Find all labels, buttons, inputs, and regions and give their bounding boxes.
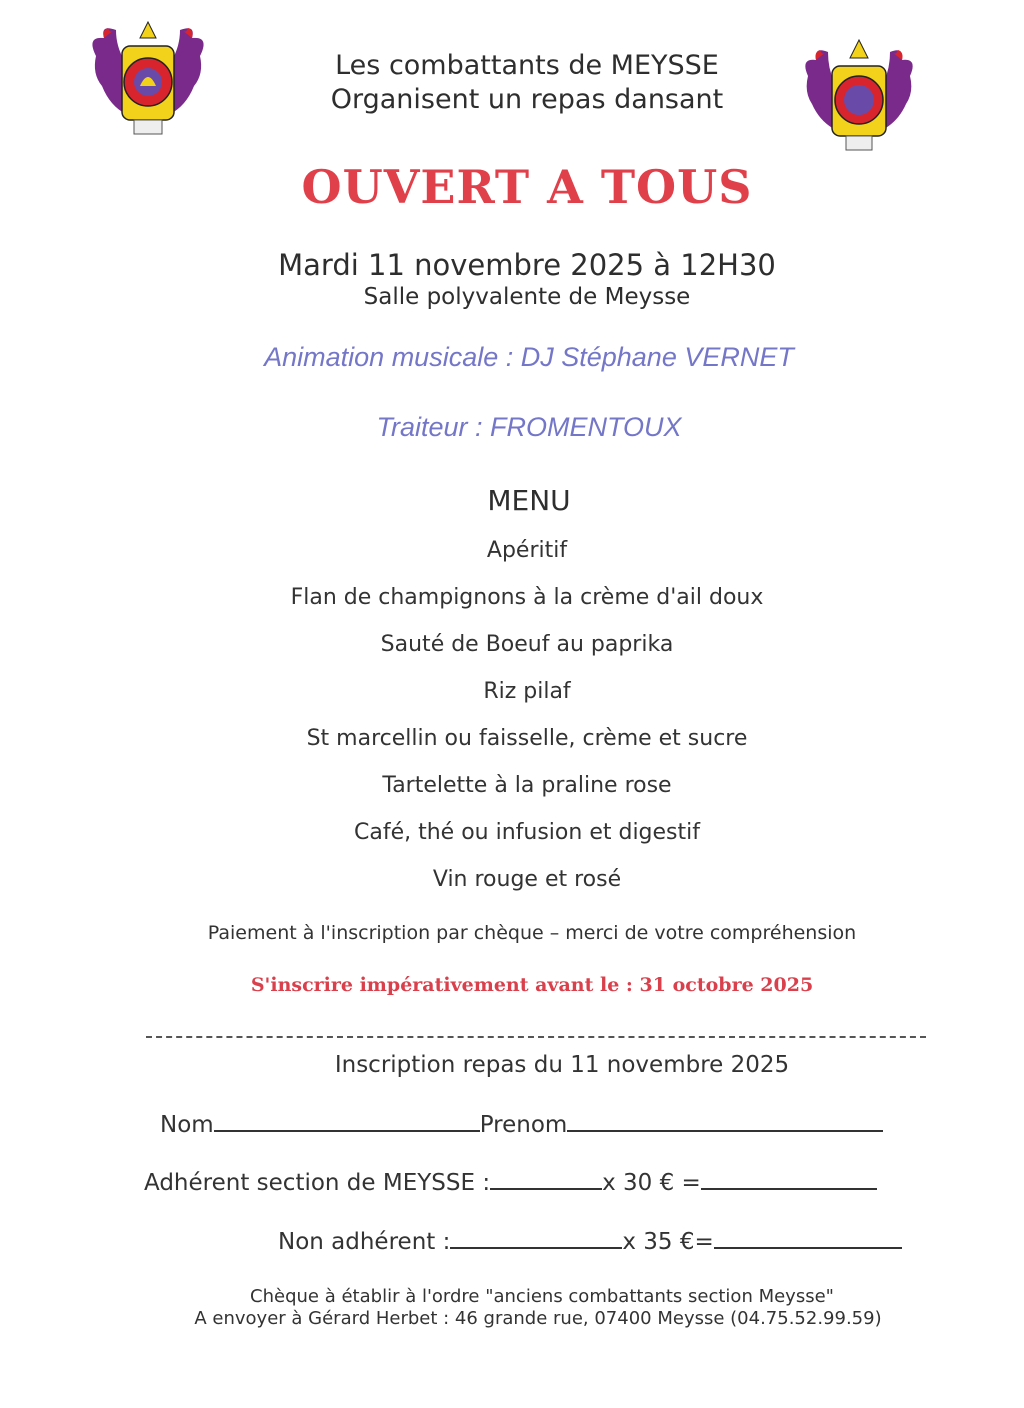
menu-item: Apéritif — [486, 538, 568, 563]
menu-item: Café, thé ou infusion et digestif — [354, 820, 700, 845]
non-adherent-price: x 35 €= — [622, 1229, 714, 1255]
footer-line-2: A envoyer à Gérard Herbet : 46 grande rue, 07400 Meysse (04.75.52.99.59) — [194, 1308, 882, 1329]
menu-item: Tartelette à la praline rose — [382, 773, 672, 798]
menu-item: Sauté de Boeuf au paprika — [380, 632, 674, 657]
adherent-total-field[interactable] — [701, 1168, 877, 1190]
name-row — [160, 1110, 883, 1138]
menu-title: MENU — [487, 484, 571, 517]
header-line-1: Les combattants de MEYSSE — [335, 50, 719, 81]
non-adherent-total-field[interactable] — [714, 1227, 902, 1249]
adherent-label: Adhérent section de MEYSSE : — [144, 1170, 491, 1196]
adherent-row — [144, 1168, 877, 1196]
animation-line: Animation musicale : DJ Stéphane VERNET — [264, 342, 794, 372]
non-adherent-quantity-field[interactable] — [450, 1227, 622, 1249]
deadline-notice: S'inscrire impérativement avant le : 31 octobre 2025 — [250, 974, 814, 996]
header-line-2: Organisent un repas dansant — [330, 84, 724, 115]
adherent-price: x 30 € = — [602, 1170, 701, 1196]
menu-item: Vin rouge et rosé — [432, 867, 622, 892]
payment-note: Paiement à l'inscription par chèque – merci de votre compréhension — [207, 922, 857, 944]
adherent-quantity-field[interactable] — [490, 1168, 602, 1190]
footer-line-1: Chèque à établir à l'ordre "anciens combattants section Meysse" — [250, 1286, 834, 1307]
cut-line-divider — [146, 1036, 926, 1038]
non-adherent-row — [278, 1227, 902, 1255]
non-adherent-label: Non adhérent : — [278, 1229, 451, 1255]
nom-label: Nom — [160, 1112, 214, 1138]
form-title: Inscription repas du 11 novembre 2025 — [334, 1052, 790, 1078]
prenom-field[interactable] — [567, 1110, 883, 1132]
nom-field[interactable] — [214, 1110, 480, 1132]
page-title: OUVERT A TOUS — [301, 160, 753, 214]
traiteur-line: Traiteur : FROMENTOUX — [376, 412, 682, 442]
event-date: Mardi 11 novembre 2025 à 12H30 — [278, 248, 776, 282]
menu-item: Flan de champignons à la crème d'ail doux — [290, 585, 764, 610]
menu-item: Riz pilaf — [483, 679, 571, 704]
prenom-label: Prenom — [479, 1112, 568, 1138]
menu-item: St marcellin ou faisselle, crème et sucre — [306, 726, 748, 751]
event-venue: Salle polyvalente de Meysse — [363, 284, 691, 310]
